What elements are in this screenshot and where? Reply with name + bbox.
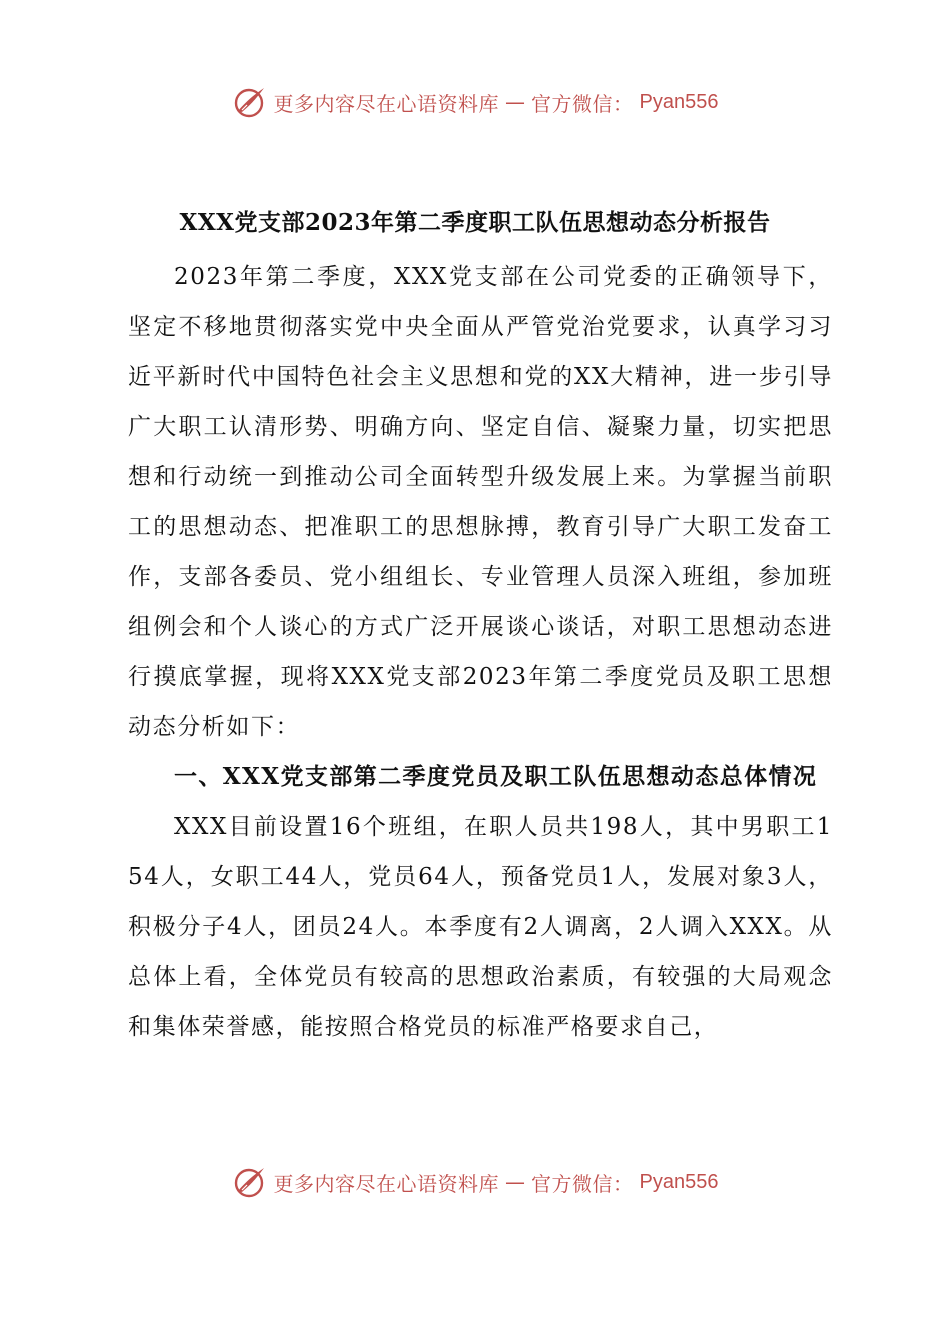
- wechat-id: Pyan556: [639, 90, 719, 113]
- wechat-label: 官方微信：: [531, 1171, 634, 1196]
- promo-text: 更多内容尽在心语资料库: [273, 1171, 500, 1196]
- footer-watermark: [0, 1162, 950, 1202]
- promo-text: 更多内容尽在心语资料库: [273, 91, 500, 116]
- quill-pen-logo-icon: [232, 1164, 268, 1200]
- section-heading: 一、XXX党支部第二季度党员及职工队伍思想动态总体情况: [174, 763, 818, 790]
- section-paragraph: XXX目前设置16个班组，在职人员共198人，其中男职工154人，女职工44人，党员64人，预备党员1人，发展对象3人，积极分子4人，团员24人。本季度有2人调离，2人调入XXX。从总体上看，全体党员有较高的思想政治素质，有较强的大局观念和集体荣誉感，能按照合格党员的标准严格要求自己，: [128, 814, 833, 1040]
- separator: —: [505, 90, 526, 114]
- document-body: [128, 252, 833, 1052]
- separator: —: [505, 1170, 526, 1194]
- header-watermark: [0, 82, 950, 122]
- quill-pen-logo-icon: [232, 84, 268, 120]
- intro-paragraph: 2023年第二季度，XXX党支部在公司党委的正确领导下，坚定不移地贯彻落实党中央全面从严管党治党要求，认真学习习近平新时代中国特色社会主义思想和党的XX大精神，进一步引导广大职工认清形势、明确方向、坚定自信、凝聚力量，切实把思想和行动统一到推动公司全面转型升级发展上来。为掌握当前职工的思想动态、把准职工的思想脉搏，教育引导广大职工发奋工作，支部各委员、党小组组长、专业管理人员深入班组，参加班组例会和个人谈心的方式广泛开展谈心谈话，对职工思想动态进行摸底掌握，现将XXX党支部2023年第二季度党员及职工思想动态分析如下：: [128, 264, 833, 740]
- document-title: XXX党支部2023年第二季度职工队伍思想动态分析报告: [179, 209, 771, 236]
- wechat-id: Pyan556: [639, 1170, 719, 1193]
- wechat-label: 官方微信：: [531, 91, 634, 116]
